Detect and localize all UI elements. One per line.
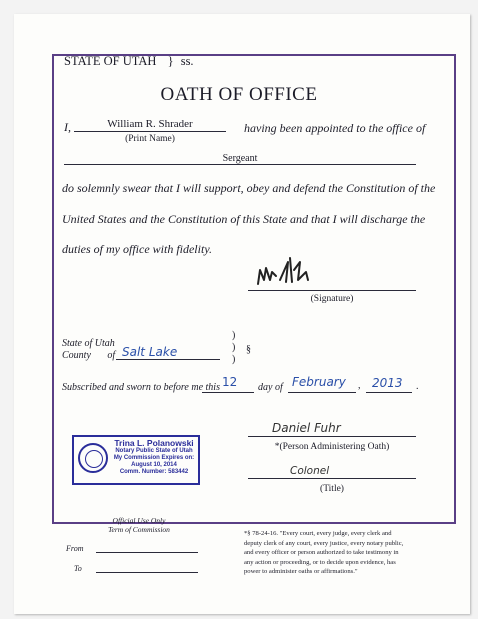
- year-line: [366, 392, 412, 393]
- stamp-line-2: My Commission Expires on:: [113, 455, 195, 461]
- footnote-line-4: any action or proceeding, or to decide upon evidence, has: [244, 558, 396, 566]
- title-line: [248, 478, 416, 479]
- county-label: County: [62, 350, 91, 361]
- state-label: STATE OF UTAH: [64, 54, 157, 68]
- document-title: OATH OF OFFICE: [160, 84, 318, 105]
- footnote-line-1: *§ 78-24-16. "Every court, every judge, every clerk and: [244, 530, 392, 537]
- paren-1: ): [232, 330, 236, 341]
- title-value: Colonel: [290, 465, 330, 477]
- administering-caption: *(Person Administering Oath): [274, 442, 390, 452]
- office-value: Sergeant: [222, 153, 258, 164]
- date-period: .: [416, 381, 419, 392]
- office-line: [64, 164, 416, 165]
- day-line: [202, 392, 254, 393]
- state-header: [64, 54, 194, 69]
- footnote-line-5: power to administer oaths or affirmations.": [244, 568, 358, 576]
- title-caption: (Title): [320, 484, 344, 494]
- stamp-line-3: August 10, 2014: [131, 462, 177, 468]
- day-of-text: day of: [258, 382, 283, 393]
- stamp-line-1: Notary Public State of Utah: [115, 448, 193, 454]
- paren-3: ): [232, 354, 236, 365]
- official-use-label: Official Use Only: [112, 516, 166, 525]
- print-name-caption: (Print Name): [125, 134, 175, 144]
- from-line: [96, 552, 198, 553]
- notary-seal-icon: [78, 443, 108, 473]
- oath-line-3: duties of my office with fidelity.: [62, 242, 212, 256]
- header-brace: }: [167, 54, 174, 68]
- subscribed-text: Subscribed and sworn to before me this: [62, 382, 220, 393]
- day-value: 12: [222, 375, 238, 389]
- oath-line-1: do solemnly swear that I will support, obey and defend the Constitution of the: [62, 181, 436, 195]
- handwritten-signature: [250, 250, 330, 292]
- section-symbol: §: [246, 344, 251, 355]
- stamp-name: Trina L. Polanowski: [114, 438, 194, 448]
- county-line: [116, 359, 220, 360]
- paren-2: ): [232, 342, 236, 353]
- footnote-line-2: deputy clerk of any court, every justice, every notary public,: [244, 539, 404, 547]
- signature-line: [248, 290, 416, 291]
- appointed-text: having been appointed to the office of: [244, 121, 426, 135]
- to-line: [96, 572, 198, 573]
- venue-parens: [232, 330, 235, 366]
- year-value: 2013: [372, 376, 403, 390]
- footnote-line-3: and every officer or person authorized to take testimony in: [244, 549, 399, 557]
- month-value: February: [292, 375, 346, 389]
- term-of-commission-label: Term of Commission: [108, 525, 170, 534]
- venue-state: State of Utah: [62, 338, 115, 349]
- venue-county-label: [62, 350, 115, 361]
- signature-caption: (Signature): [310, 294, 354, 304]
- ss-label: ss.: [180, 54, 194, 68]
- administering-line: [248, 436, 416, 437]
- of-label: of: [107, 350, 116, 361]
- administering-signature: Daniel Fuhr: [272, 421, 341, 435]
- stamp-line-4: Comm. Number: 583442: [119, 469, 189, 475]
- to-label: To: [74, 564, 82, 573]
- appointee-name: William R. Shrader: [107, 118, 193, 130]
- from-label: From: [66, 544, 84, 553]
- print-name-line: [74, 131, 226, 132]
- oath-line-2: United States and the Constitution of this State and that I will discharge the: [62, 212, 426, 226]
- county-value: Salt Lake: [122, 345, 178, 359]
- i-prefix: I,: [64, 120, 71, 134]
- notary-stamp: [72, 435, 200, 485]
- statute-footnote: [244, 529, 403, 577]
- month-line: [288, 392, 356, 393]
- date-comma: ,: [358, 380, 361, 391]
